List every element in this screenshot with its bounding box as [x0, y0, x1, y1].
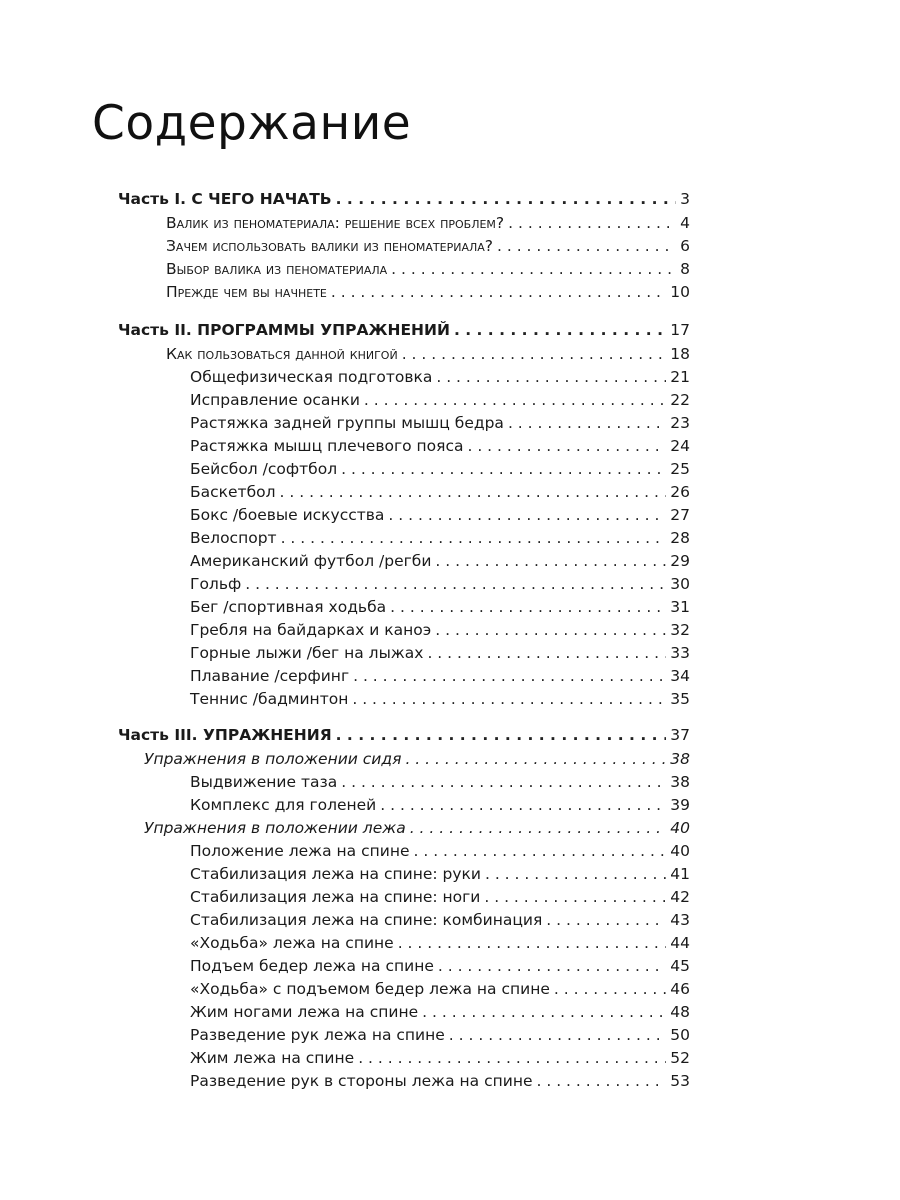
dot-leader	[546, 909, 666, 931]
toc-entry	[190, 1001, 690, 1023]
toc-entry	[190, 458, 690, 480]
toc-entry-title: Исправление осанки	[190, 391, 360, 409]
toc-entry	[190, 642, 690, 664]
toc-entry	[190, 619, 690, 641]
toc-entry	[190, 932, 690, 954]
toc-entry-page: 50	[670, 1026, 690, 1044]
dot-leader	[508, 412, 666, 434]
toc-entry-page: 38	[670, 750, 690, 768]
toc-entry	[190, 573, 690, 595]
toc-entry-page: 38	[670, 773, 690, 791]
toc-entry	[190, 366, 690, 388]
toc-entry-title: Часть I. С ЧЕГО НАЧАТЬ	[118, 190, 332, 208]
dot-leader	[390, 596, 666, 618]
toc-entry	[190, 389, 690, 411]
toc-entry-page: 41	[670, 865, 690, 883]
toc-entry	[190, 840, 690, 862]
toc-entry-page: 28	[670, 529, 690, 547]
toc-entry	[118, 724, 690, 746]
dot-leader	[454, 319, 666, 341]
dot-leader	[341, 458, 666, 480]
dot-leader	[331, 281, 666, 303]
toc-entry-page: 30	[670, 575, 690, 593]
toc-entry-page: 48	[670, 1003, 690, 1021]
toc-entry-page: 40	[670, 842, 690, 860]
toc-entry-page: 33	[670, 644, 690, 662]
toc-entry	[118, 319, 690, 341]
toc-entry-title: Разведение рук в стороны лежа на спине	[190, 1072, 533, 1090]
toc-entry-page: 43	[670, 911, 690, 929]
dot-leader	[410, 817, 667, 839]
toc-entry-page: 29	[670, 552, 690, 570]
toc-entry-page: 23	[670, 414, 690, 432]
dot-leader	[554, 978, 666, 1000]
toc-entry-title: Стабилизация лежа на спине: руки	[190, 865, 481, 883]
dot-leader	[537, 1070, 667, 1092]
toc-entry-title: Жим ногами лежа на спине	[190, 1003, 419, 1021]
toc-entry-title: Упражнения в положении лежа	[144, 819, 406, 837]
toc-entry	[190, 665, 690, 687]
dot-leader	[364, 389, 666, 411]
dot-leader	[398, 932, 667, 954]
toc-entry	[190, 955, 690, 977]
toc-entry-page: 53	[670, 1072, 690, 1090]
toc-entry-title: Выбор валика из пеноматериала	[166, 260, 388, 278]
toc-entry-title: Зачем использовать валики из пеноматериала?	[166, 237, 493, 255]
toc-entry-page: 4	[680, 214, 690, 232]
toc-entry-page: 26	[670, 483, 690, 501]
dot-leader	[484, 886, 666, 908]
toc-entry-page: 18	[670, 345, 690, 363]
dot-leader	[436, 366, 666, 388]
toc-entry-title: Бег /спортивная ходьба	[190, 598, 387, 616]
dot-leader	[438, 955, 666, 977]
toc-entry-page: 44	[670, 934, 690, 952]
toc-entry-title: Часть II. ПРОГРАММЫ УПРАЖНЕНИЙ	[118, 321, 450, 339]
toc-entry-page: 35	[670, 690, 690, 708]
toc-entry-title: Общефизическая подготовка	[190, 368, 433, 386]
toc-entry	[144, 817, 690, 839]
dot-leader	[391, 258, 676, 280]
dot-leader	[422, 1001, 666, 1023]
dot-leader	[280, 481, 667, 503]
dot-leader	[427, 642, 666, 664]
toc-entry	[118, 188, 690, 210]
toc-entry-title: Жим лежа на спине	[190, 1049, 355, 1067]
toc-entry-title: Растяжка задней группы мышц бедра	[190, 414, 504, 432]
toc-entry-title: Велоспорт	[190, 529, 277, 547]
dot-leader	[414, 840, 667, 862]
toc-entry	[190, 435, 690, 457]
toc-entry	[190, 481, 690, 503]
dot-leader	[508, 212, 676, 234]
toc-entry	[144, 748, 690, 770]
dot-leader	[449, 1024, 666, 1046]
toc-entry-page: 40	[670, 819, 690, 837]
dot-leader	[497, 235, 676, 257]
toc-entry-title: Растяжка мышц плечевого пояса	[190, 437, 464, 455]
toc-entry	[190, 794, 690, 816]
toc-entry-title: «Ходьба» с подъемом бедер лежа на спине	[190, 980, 550, 998]
toc-entry-title: Плавание /серфинг	[190, 667, 350, 685]
toc-entry-title: Горные лыжи /бег на лыжах	[190, 644, 424, 662]
dot-leader	[352, 688, 666, 710]
toc-entry-page: 8	[680, 260, 690, 278]
toc-entry-title: «Ходьба» лежа на спине	[190, 934, 394, 952]
dot-leader	[341, 771, 666, 793]
dot-leader	[467, 435, 666, 457]
toc-entry-title: Теннис /бадминтон	[190, 690, 349, 708]
toc-entry-page: 45	[670, 957, 690, 975]
toc-entry-page: 6	[680, 237, 690, 255]
toc-entry	[166, 281, 690, 303]
toc-entry	[190, 1047, 690, 1069]
toc-entry-page: 27	[670, 506, 690, 524]
toc-entry	[166, 212, 690, 234]
toc-entry-title: Подъем бедер лежа на спине	[190, 957, 434, 975]
toc-entry-title: Стабилизация лежа на спине: комбинация	[190, 911, 543, 929]
page-title: Содержание	[92, 96, 412, 151]
toc-entry	[190, 771, 690, 793]
toc-entry-title: Положение лежа на спине	[190, 842, 410, 860]
toc-entry-title: Разведение рук лежа на спине	[190, 1026, 445, 1044]
dot-leader	[353, 665, 666, 687]
toc-entry-page: 17	[670, 321, 690, 339]
toc-entry	[190, 412, 690, 434]
toc-entry	[190, 1024, 690, 1046]
dot-leader	[435, 619, 666, 641]
dot-leader	[281, 527, 667, 549]
toc-entry-page: 24	[670, 437, 690, 455]
toc-entry-title: Бейсбол /софтбол	[190, 460, 338, 478]
dot-leader	[388, 504, 666, 526]
toc-entry-page: 39	[670, 796, 690, 814]
dot-leader	[245, 573, 666, 595]
toc-entry-page: 10	[670, 283, 690, 301]
toc-entry	[190, 504, 690, 526]
toc-entry-title: Выдвижение таза	[190, 773, 338, 791]
toc-entry	[166, 258, 690, 280]
toc-entry-title: Прежде чем вы начнете	[166, 283, 327, 301]
toc-entry-title: Стабилизация лежа на спине: ноги	[190, 888, 481, 906]
toc-entry-title: Как пользоваться данной книгой	[166, 345, 398, 363]
toc-entry	[190, 527, 690, 549]
toc-entry	[190, 863, 690, 885]
toc-entry-page: 25	[670, 460, 690, 478]
toc-entry-page: 3	[680, 190, 690, 208]
toc-entry-title: Баскетбол	[190, 483, 276, 501]
dot-leader	[485, 863, 666, 885]
dot-leader	[380, 794, 666, 816]
toc-entry	[190, 550, 690, 572]
toc-entry-page: 22	[670, 391, 690, 409]
toc-entry-title: Валик из пеноматериала: решение всех проблем?	[166, 214, 505, 232]
toc-entry	[190, 1070, 690, 1092]
toc-entry	[190, 688, 690, 710]
toc-entry-page: 32	[670, 621, 690, 639]
toc-entry	[190, 596, 690, 618]
toc-entry-title: Часть III. УПРАЖНЕНИЯ	[118, 726, 332, 744]
toc-entry-page: 37	[670, 726, 690, 744]
toc-entry-title: Бокс /боевые искусства	[190, 506, 385, 524]
toc-entry	[166, 235, 690, 257]
toc-entry-page: 31	[670, 598, 690, 616]
dot-leader	[336, 188, 677, 210]
dot-leader	[358, 1047, 666, 1069]
toc-entry-title: Упражнения в положении сидя	[144, 750, 402, 768]
toc-entry-page: 21	[670, 368, 690, 386]
toc-entry-title: Комплекс для голеней	[190, 796, 377, 814]
toc-entry-title: Гребля на байдарках и каноэ	[190, 621, 432, 639]
toc-entry	[166, 343, 690, 365]
dot-leader	[435, 550, 666, 572]
toc-entry-title: Гольф	[190, 575, 242, 593]
toc-entry-page: 52	[670, 1049, 690, 1067]
dot-leader	[405, 748, 666, 770]
toc-entry	[190, 978, 690, 1000]
toc-entry-title: Американский футбол /регби	[190, 552, 432, 570]
toc-entry-page: 42	[670, 888, 690, 906]
dot-leader	[336, 724, 667, 746]
dot-leader	[402, 343, 667, 365]
toc-entry-page: 34	[670, 667, 690, 685]
toc-entry-page: 46	[670, 980, 690, 998]
toc-entry	[190, 886, 690, 908]
toc-entry	[190, 909, 690, 931]
